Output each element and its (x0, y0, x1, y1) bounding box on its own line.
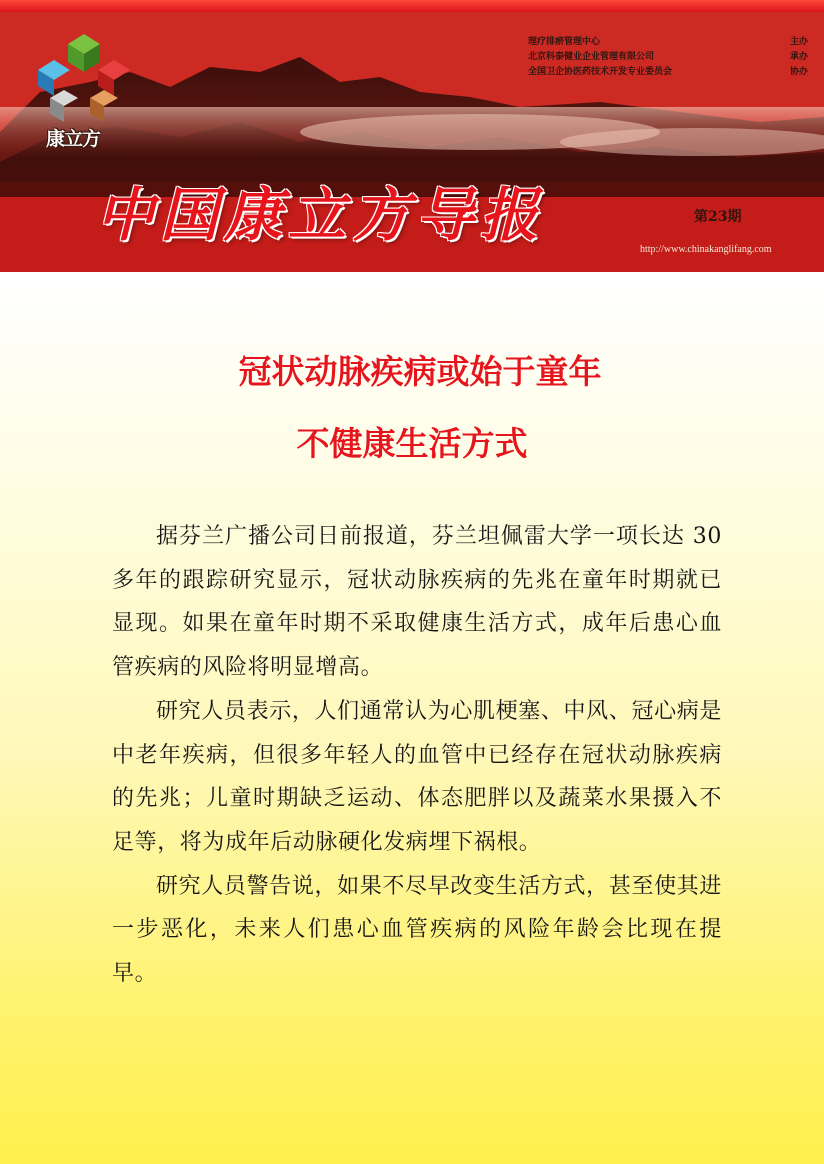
sponsor-name: 理疗排瘀管理中心 (528, 37, 601, 47)
sponsor-row (528, 50, 808, 65)
headline-line-2: 不健康生活方式 (296, 424, 528, 463)
article-headline (0, 352, 824, 464)
sponsor-role: 协办 (789, 67, 808, 77)
publication-title: 中国康立方导报 (96, 181, 545, 249)
article-paragraph: 研究人员表示，人们通常认为心肌梗塞、中风、冠心病是中老年疾病，但很多年轻人的血管中已经存在冠状动脉疾病的先兆；儿童时期缺乏运动、体态肥胖以及蔬菜水果摄入不足等，将为成年后动脉硬化发病埋下祸根。 (112, 698, 722, 855)
article-body (112, 515, 722, 996)
sponsor-name: 全国卫企协医药技术开发专业委员会 (528, 67, 673, 77)
logo-text: 康立方 (46, 128, 101, 150)
issue-number: 第23期 (694, 209, 742, 225)
sponsor-role: 主办 (789, 37, 808, 47)
sponsor-name: 北京科泰健业企业管理有限公司 (528, 52, 655, 62)
sponsor-row (528, 65, 808, 80)
article-paragraph: 据芬兰广播公司日前报道，芬兰坦佩雷大学一项长达 30 多年的跟踪研究显示，冠状动脉疾病的先兆在童年时期就已显现。如果在童年时期不采取健康生活方式，成年后患心血管疾病的风险将明显增高。 (112, 524, 722, 681)
sponsor-role: 承办 (789, 52, 808, 62)
masthead-banner (0, 0, 824, 272)
sponsor-list (528, 35, 808, 80)
article-paragraph: 研究人员警告说，如果不尽早改变生活方式，甚至使其进一步恶化，未来人们患心血管疾病的风险年龄会比现在提早。 (112, 873, 722, 987)
website-url: http://www.chinakanglifang.com (640, 244, 772, 255)
sponsor-row (528, 35, 808, 50)
headline-line-1: 冠状动脉疾病或始于童年 (238, 352, 602, 391)
masthead-top-band (0, 0, 824, 12)
